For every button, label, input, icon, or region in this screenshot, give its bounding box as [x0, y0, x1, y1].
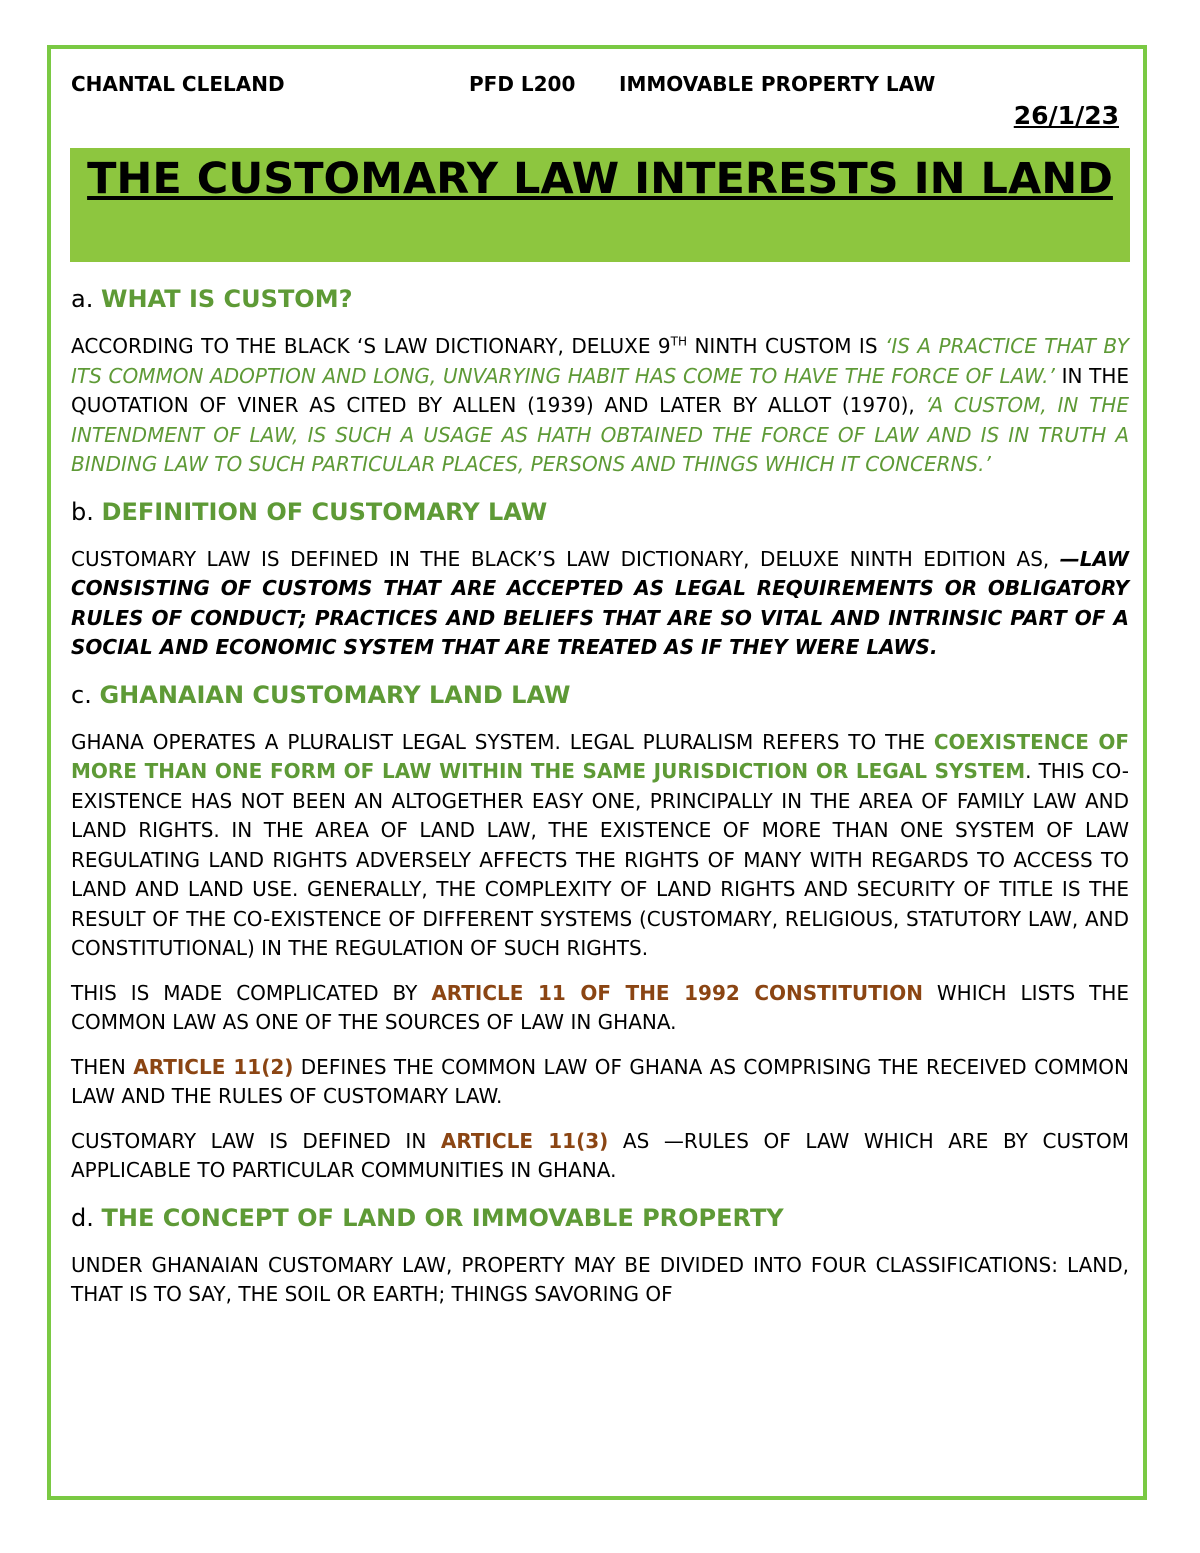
article-reference: ARTICLE 11(3) [440, 1128, 609, 1153]
author-name: CHANTAL CLELAND [71, 72, 285, 96]
title-banner [70, 148, 1130, 262]
article-reference: ARTICLE 11(2) [133, 1054, 294, 1079]
highlight: COEXISTENCE OF MORE THAN ONE FORM OF LAW WITHIN THE SAME JURISDICTION OR LEGAL SYSTEM [71, 729, 1129, 783]
section-marker: b. [71, 497, 94, 526]
text-run: . THIS CO-EXISTENCE HAS NOT BEEN AN ALTOGETHER EASY ONE, PRINCIPALLY IN THE AREA OF FAMILY LAW AND LAND RIGHTS. IN THE AREA OF LAND LAW, THE EXISTENCE OF MORE THAN ONE SYSTEM OF LAW REGULATING LAND RIGHTS ADVERSELY AFFECTS THE RIGHTS OF MANY WITH REGARDS TO ACCESS TO LAND AND LAND USE. GENERALLY, THE COMPLEXITY OF LAND RIGHTS AND SECURITY OF TITLE IS THE RESULT OF THE CO-EXISTENCE OF DIFFERENT SYSTEMS (CUSTOMARY, RELIGIOUS, STATUTORY LAW, AND CONSTITUTIONAL) IN THE REGULATION OF SUCH RIGHTS. [71, 759, 1129, 960]
paragraph-land-classification [71, 1251, 1129, 1310]
course-code: PFD L200 [469, 72, 576, 96]
text-run: NINTH CUSTOM IS [687, 334, 885, 358]
paragraph-legal-pluralism [71, 728, 1129, 964]
text-run: THEN [71, 1054, 134, 1079]
document-date: 26/1/23 [1013, 101, 1119, 130]
text-run: GHANA OPERATES A PLURALIST LEGAL SYSTEM. LEGAL PLURALISM REFERS TO THE [71, 729, 934, 754]
quote: ‘A CUSTOM, IN THE INTENDMENT OF LAW, IS SUCH A USAGE AS HATH OBTAINED THE FORCE OF LAW AND IS IN TRUTH A BINDING LAW TO SUCH PARTICULAR PLACES, PERSONS AND THINGS WHICH IT CONCERNS.’ [71, 393, 1129, 476]
paragraph-custom-definition [71, 332, 1129, 480]
section-marker: a. [71, 285, 94, 313]
section-title: GHANAIAN CUSTOMARY LAND LAW [99, 680, 571, 709]
text-run: AS —RULES OF LAW WHICH ARE BY CUSTOM APPLICABLE TO PARTICULAR COMMUNITIES IN GHANA. [71, 1128, 1130, 1182]
superscript: TH [670, 334, 688, 349]
paragraph-customary-law-definition [71, 545, 1129, 663]
text-run: UNDER GHANAIAN CUSTOMARY LAW, PROPERTY MAY BE DIVIDED INTO FOUR CLASSIFICATIONS: LAND, THAT IS TO SAY, THE SOIL OR EARTH; THINGS SAVORING OF [71, 1252, 1129, 1306]
section-marker: d. [71, 1203, 94, 1232]
section-heading-d [71, 1201, 1129, 1235]
quote: ‘IS A PRACTICE THAT BY ITS COMMON ADOPTION AND LONG, UNVARYING HABIT HAS COME TO HAVE THE FORCE OF LAW.’ [71, 334, 1129, 388]
text-run: IN THE QUOTATION OF VINER AS CITED BY ALLEN (1939) AND LATER BY ALLOT (1970), [71, 363, 1129, 417]
section-title: DEFINITION OF CUSTOMARY LAW [101, 497, 548, 526]
text-run: THIS IS MADE COMPLICATED BY [71, 980, 432, 1005]
paragraph-article-11-3 [71, 1127, 1129, 1186]
course-name: IMMOVABLE PROPERTY LAW [619, 72, 936, 96]
section-marker: c. [71, 680, 92, 709]
text-run: CUSTOMARY LAW IS DEFINED IN [71, 1128, 441, 1153]
document-body [71, 282, 1129, 1325]
page-title: THE CUSTOMARY LAW INTERESTS IN LAND [87, 154, 1113, 204]
article-reference: ARTICLE 11 OF THE 1992 CONSTITUTION [431, 980, 923, 1005]
section-heading-c [71, 678, 1129, 712]
text-run: WHICH LISTS THE COMMON LAW AS ONE OF THE SOURCES OF LAW IN GHANA. [71, 980, 1129, 1034]
section-title: THE CONCEPT OF LAND OR IMMOVABLE PROPERTY [101, 1203, 784, 1232]
text-run: CUSTOMARY LAW IS DEFINED IN THE BLACK’S LAW DICTIONARY, DELUXE NINTH EDITION AS, [71, 546, 1060, 571]
section-title: WHAT IS CUSTOM? [100, 285, 353, 313]
section-heading-b [71, 495, 1129, 529]
paragraph-article-11 [71, 979, 1129, 1038]
text-run: ACCORDING TO THE BLACK ‘S LAW DICTIONARY, DELUXE 9 [71, 334, 671, 358]
paragraph-article-11-2 [71, 1053, 1129, 1112]
text-run: DEFINES THE COMMON LAW OF GHANA AS COMPRISING THE RECEIVED COMMON LAW AND THE RULES OF CUSTOMARY LAW. [71, 1054, 1129, 1108]
emphasis: —LAW CONSISTING OF CUSTOMS THAT ARE ACCEPTED AS LEGAL REQUIREMENTS OR OBLIGATORY RULES OF CONDUCT; PRACTICES AND BELIEFS THAT ARE SO VITAL AND INTRINSIC PART OF A SOCIAL AND ECONOMIC SYSTEM THAT ARE TREATED AS IF THEY WERE LAWS. [71, 546, 1129, 659]
section-heading-a [71, 282, 1129, 316]
